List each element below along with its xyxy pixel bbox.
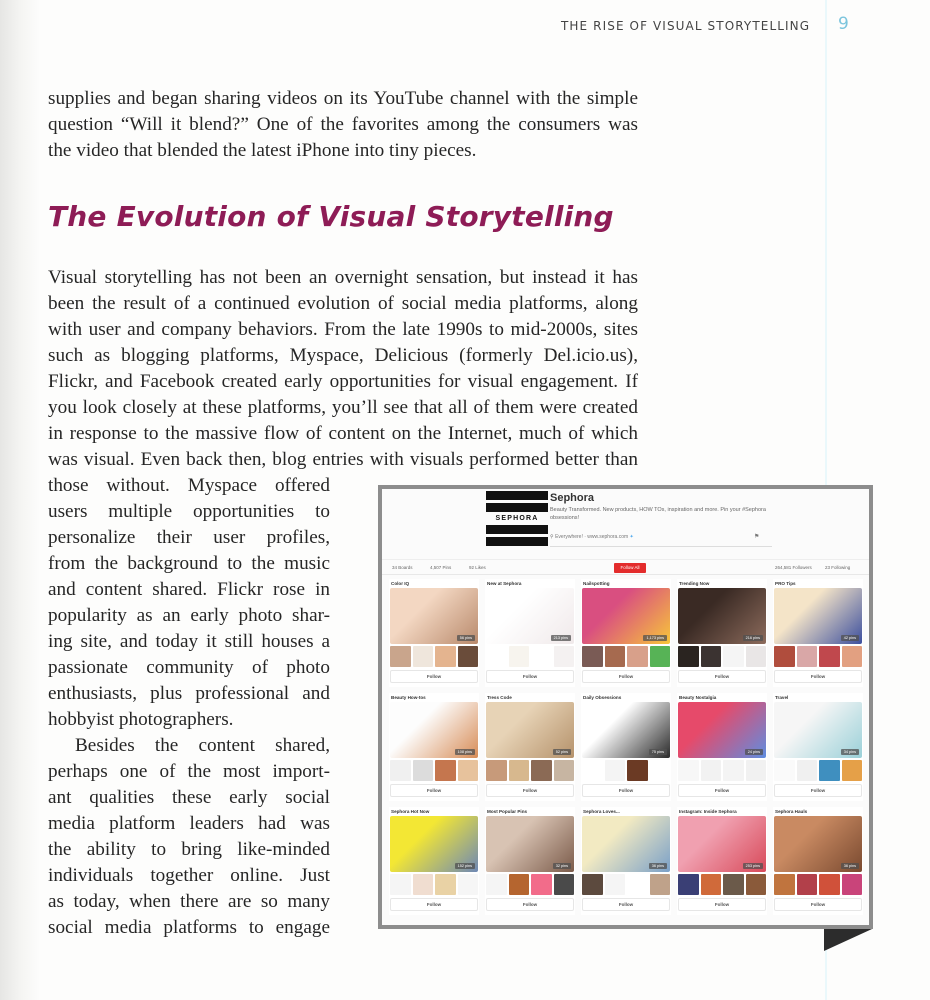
board-cover-image[interactable] xyxy=(774,816,862,872)
figure-corner-decoration xyxy=(824,929,872,951)
board-thumbnail[interactable] xyxy=(650,760,671,781)
board-title[interactable]: Instagram: Inside Sephora xyxy=(679,809,737,814)
board-title[interactable]: Most Popular Pins xyxy=(487,809,528,814)
board-thumbnail[interactable] xyxy=(797,874,818,895)
board-follow-button[interactable]: Follow xyxy=(678,784,766,797)
board-thumbnail[interactable] xyxy=(390,874,411,895)
text-line: you look closely at these platforms, you’ll see that all of them were created xyxy=(48,397,638,418)
board-thumbnail[interactable] xyxy=(458,760,479,781)
board-thumbnail[interactable] xyxy=(554,646,575,667)
board-thumbnail[interactable] xyxy=(390,646,411,667)
board-thumbnail[interactable] xyxy=(723,646,744,667)
board-title[interactable]: Tress Code xyxy=(487,695,512,700)
profile-stats-bar xyxy=(382,559,869,575)
board-thumbnails xyxy=(390,874,478,895)
board-thumbnail[interactable] xyxy=(413,874,434,895)
pin-count-badge: 32 pins xyxy=(553,863,571,869)
likes-count[interactable]: 92 Likes xyxy=(469,565,486,570)
board-thumbnail[interactable] xyxy=(678,874,699,895)
text-line: the video that blended the latest iPhone into tiny pieces. xyxy=(48,140,477,161)
board-cover-image[interactable] xyxy=(582,816,670,872)
board-thumbnail[interactable] xyxy=(413,760,434,781)
board-card[interactable] xyxy=(773,579,863,687)
text-line: question “Will it blend?” One of the favorites among the consumers was xyxy=(48,114,638,135)
paragraph-like-minded xyxy=(48,733,330,941)
board-thumbnail[interactable] xyxy=(582,646,603,667)
board-thumbnails xyxy=(678,874,766,895)
board-thumbnails xyxy=(774,874,862,895)
board-thumbnail[interactable] xyxy=(554,760,575,781)
board-follow-button[interactable]: Follow xyxy=(486,670,574,683)
pin-count-badge: 213 pins xyxy=(551,635,571,641)
board-cover-image[interactable] xyxy=(678,588,766,644)
board-title[interactable]: Sephora Hauls xyxy=(775,809,808,814)
board-follow-button[interactable]: Follow xyxy=(774,670,862,683)
board-thumbnail[interactable] xyxy=(582,874,603,895)
divider xyxy=(550,546,772,547)
pin-count-badge: 108 pins xyxy=(455,749,475,755)
text-line: passionate community of photo xyxy=(48,657,330,678)
board-title[interactable]: New at Sephora xyxy=(487,581,522,586)
text-line: ing site, and today it still houses a xyxy=(48,631,330,652)
board-thumbnail[interactable] xyxy=(605,874,626,895)
board-title[interactable]: Daily Obsessions xyxy=(583,695,622,700)
text-line: enthusiasts, plus professional and xyxy=(48,683,330,704)
pin-count-badge: 24 pins xyxy=(745,749,763,755)
board-follow-button[interactable]: Follow xyxy=(390,784,478,797)
board-thumbnail[interactable] xyxy=(650,646,671,667)
board-thumbnail[interactable] xyxy=(435,874,456,895)
board-thumbnail[interactable] xyxy=(774,874,795,895)
board-thumbnail[interactable] xyxy=(627,646,648,667)
board-thumbnails xyxy=(582,646,670,667)
pin-count-badge: 52 pins xyxy=(553,749,571,755)
text-line: such as blogging platforms, Myspace, Delicious (formerly Del.icio.us), xyxy=(48,345,638,366)
board-title[interactable]: Travel xyxy=(775,695,789,700)
board-thumbnail[interactable] xyxy=(554,874,575,895)
board-title[interactable]: Sephora Hot Now xyxy=(391,809,430,814)
running-head: THE RISE OF VISUAL STORYTELLING xyxy=(561,19,811,33)
board-follow-button[interactable]: Follow xyxy=(390,898,478,911)
text-line: with user and company behaviors. From the late 1990s to mid-2000s, sites xyxy=(48,319,638,340)
board-card[interactable] xyxy=(389,579,479,687)
board-card[interactable] xyxy=(773,693,863,801)
board-cover-image[interactable] xyxy=(774,588,862,644)
board-thumbnail[interactable] xyxy=(701,760,722,781)
board-thumbnail[interactable] xyxy=(650,874,671,895)
board-thumbnail[interactable] xyxy=(531,874,552,895)
board-title[interactable]: Color IQ xyxy=(391,581,410,586)
text-line: perhaps one of the most import- xyxy=(48,761,330,782)
text-line: been the result of a continued evolution of social media platforms, along xyxy=(48,293,638,314)
text-line: in response to the massive flow of content on the Internet, much of which xyxy=(48,423,638,444)
board-card[interactable] xyxy=(485,693,575,801)
board-thumbnail[interactable] xyxy=(774,760,795,781)
board-thumbnail[interactable] xyxy=(819,760,840,781)
board-title[interactable]: Beauty How-tos xyxy=(391,695,426,700)
board-thumbnail[interactable] xyxy=(746,760,767,781)
board-title[interactable]: Nailspotting xyxy=(583,581,610,586)
profile-header xyxy=(382,489,869,559)
board-follow-button[interactable]: Follow xyxy=(774,784,862,797)
pin-count-badge: 253 pins xyxy=(743,863,763,869)
board-thumbnail[interactable] xyxy=(582,760,603,781)
board-thumbnail[interactable] xyxy=(842,874,863,895)
board-follow-button[interactable]: Follow xyxy=(582,670,670,683)
pin-count-badge: 34 pins xyxy=(841,749,859,755)
board-thumbnails xyxy=(678,646,766,667)
text-line: media platform leaders had was xyxy=(48,813,330,834)
board-cover-image[interactable] xyxy=(678,702,766,758)
text-line: Besides the content shared, xyxy=(75,735,330,756)
board-thumbnail[interactable] xyxy=(842,760,863,781)
profile-location-link[interactable]: ⚲ Everywhere! · www.sephora.com ✦ xyxy=(550,534,634,540)
board-thumbnails xyxy=(390,646,478,667)
board-cover-image[interactable] xyxy=(486,588,574,644)
board-thumbnail[interactable] xyxy=(701,646,722,667)
board-thumbnails xyxy=(486,760,574,781)
board-card[interactable] xyxy=(389,693,479,801)
board-thumbnail[interactable] xyxy=(435,646,456,667)
text-line: hobbyist photographers. xyxy=(48,709,234,730)
page-gutter-shadow xyxy=(0,0,40,1000)
board-thumbnail[interactable] xyxy=(723,760,744,781)
board-cover-image[interactable] xyxy=(390,816,478,872)
text-line: Flickr, and Facebook created early opportunities for visual engagement. If xyxy=(48,371,638,392)
board-thumbnails xyxy=(774,760,862,781)
text-line: popularity as an early photo shar- xyxy=(48,605,330,626)
board-thumbnail[interactable] xyxy=(413,646,434,667)
text-line: as today, when there are so many xyxy=(48,891,330,912)
board-thumbnail[interactable] xyxy=(509,760,530,781)
board-cover-image[interactable] xyxy=(390,702,478,758)
text-line: those without. Myspace offered xyxy=(48,475,330,496)
text-line: Visual storytelling has not been an overnight sensation, but instead it has xyxy=(48,267,638,288)
board-thumbnail[interactable] xyxy=(627,874,648,895)
board-thumbnails xyxy=(582,760,670,781)
profile-name[interactable]: Sephora xyxy=(550,492,595,504)
text-line: individuals together online. Just xyxy=(48,865,330,886)
board-follow-button[interactable]: Follow xyxy=(678,670,766,683)
board-thumbnail[interactable] xyxy=(390,760,411,781)
board-follow-button[interactable]: Follow xyxy=(678,898,766,911)
profile-description: Beauty Transformed. New products, HOW TOs, inspiration and more. Pin your #Sephora obsessions! xyxy=(550,507,766,521)
board-thumbnail[interactable] xyxy=(797,760,818,781)
paragraph-intro xyxy=(48,86,638,164)
boards-count[interactable]: 34 Boards xyxy=(392,565,413,570)
board-thumbnail[interactable] xyxy=(797,646,818,667)
board-thumbnails xyxy=(486,646,574,667)
board-title[interactable]: Sephora Loves... xyxy=(583,809,620,814)
board-follow-button[interactable]: Follow xyxy=(582,898,670,911)
board-cover-image[interactable] xyxy=(486,816,574,872)
board-follow-button[interactable]: Follow xyxy=(486,898,574,911)
text-line: was visual. Even back then, blog entries with visuals performed better than xyxy=(48,449,638,470)
board-card[interactable] xyxy=(677,807,767,915)
paragraph-myspace-flickr xyxy=(48,473,330,733)
board-cover-image[interactable] xyxy=(582,702,670,758)
board-title[interactable]: Beauty Nostalgia xyxy=(679,695,717,700)
board-cover-image[interactable] xyxy=(390,588,478,644)
board-thumbnail[interactable] xyxy=(605,646,626,667)
board-card[interactable] xyxy=(677,579,767,687)
board-thumbnail[interactable] xyxy=(486,760,507,781)
pin-count-badge: 152 pins xyxy=(455,863,475,869)
text-line: social media platforms to engage xyxy=(48,917,330,938)
board-thumbnail[interactable] xyxy=(627,760,648,781)
board-thumbnail[interactable] xyxy=(746,646,767,667)
paragraph-evolution xyxy=(48,265,638,473)
text-line: from the background to the music xyxy=(48,553,330,574)
page-number: 9 xyxy=(838,14,849,34)
board-card[interactable] xyxy=(581,807,671,915)
board-thumbnail[interactable] xyxy=(486,646,507,667)
board-thumbnails xyxy=(486,874,574,895)
boards-grid xyxy=(382,575,869,915)
board-thumbnails xyxy=(678,760,766,781)
report-flag-icon[interactable]: ⚑ xyxy=(754,534,760,540)
logo-text: SEPHORA xyxy=(495,515,539,522)
board-card[interactable] xyxy=(773,807,863,915)
text-line: and content shared. Flickr rose in xyxy=(48,579,330,600)
text-line: the ability to bring like-minded xyxy=(48,839,330,860)
board-thumbnail[interactable] xyxy=(819,874,840,895)
pin-count-badge: 36 pins xyxy=(649,863,667,869)
board-cover-image[interactable] xyxy=(582,588,670,644)
board-thumbnail[interactable] xyxy=(774,646,795,667)
board-thumbnails xyxy=(582,874,670,895)
twitter-icon[interactable]: ✦ xyxy=(629,534,634,540)
board-cover-image[interactable] xyxy=(486,702,574,758)
board-thumbnail[interactable] xyxy=(458,646,479,667)
board-thumbnail[interactable] xyxy=(701,874,722,895)
following-count[interactable]: 23 Following xyxy=(825,565,851,570)
board-follow-button[interactable]: Follow xyxy=(390,670,478,683)
board-thumbnail[interactable] xyxy=(723,874,744,895)
pin-count-badge: 75 pins xyxy=(649,749,667,755)
pins-count[interactable]: 4,507 Pins xyxy=(430,565,452,570)
pin-count-badge: 1,173 pins xyxy=(643,635,667,641)
sephora-pinterest-figure xyxy=(378,485,873,929)
board-thumbnail[interactable] xyxy=(678,760,699,781)
board-thumbnail[interactable] xyxy=(435,760,456,781)
board-thumbnail[interactable] xyxy=(678,646,699,667)
board-thumbnail[interactable] xyxy=(605,760,626,781)
board-thumbnails xyxy=(774,646,862,667)
follow-all-button[interactable]: Follow All xyxy=(614,563,646,573)
text-line: users multiple opportunities to xyxy=(48,501,330,522)
pin-count-badge: 36 pins xyxy=(841,863,859,869)
board-cover-image[interactable] xyxy=(678,816,766,872)
followers-count[interactable]: 264,581 Followers xyxy=(775,565,812,570)
board-thumbnails xyxy=(390,760,478,781)
board-card[interactable] xyxy=(581,693,671,801)
pin-count-badge: 56 pins xyxy=(457,635,475,641)
pin-count-badge: 216 pins xyxy=(743,635,763,641)
board-card[interactable] xyxy=(677,693,767,801)
sephora-logo xyxy=(486,491,548,551)
board-card[interactable] xyxy=(389,807,479,915)
board-card[interactable] xyxy=(485,807,575,915)
board-thumbnail[interactable] xyxy=(509,874,530,895)
section-heading: The Evolution of Visual Storytelling xyxy=(48,200,614,233)
board-card[interactable] xyxy=(581,579,671,687)
board-thumbnail[interactable] xyxy=(509,646,530,667)
board-thumbnail[interactable] xyxy=(458,874,479,895)
board-thumbnail[interactable] xyxy=(842,646,863,667)
text-line: supplies and began sharing videos on its YouTube channel with the simple xyxy=(48,88,638,109)
board-thumbnail[interactable] xyxy=(486,874,507,895)
board-thumbnail[interactable] xyxy=(746,874,767,895)
board-cover-image[interactable] xyxy=(774,702,862,758)
board-follow-button[interactable]: Follow xyxy=(486,784,574,797)
location-pin-icon: ⚲ xyxy=(550,534,556,540)
board-title[interactable]: PRO Tips xyxy=(775,581,796,586)
board-card[interactable] xyxy=(485,579,575,687)
text-line: personalize their user profiles, xyxy=(48,527,330,548)
board-thumbnail[interactable] xyxy=(531,646,552,667)
board-follow-button[interactable]: Follow xyxy=(774,898,862,911)
board-title[interactable]: Trending Now xyxy=(679,581,710,586)
board-thumbnail[interactable] xyxy=(531,760,552,781)
pin-count-badge: 42 pins xyxy=(841,635,859,641)
text-line: ant qualities these early social xyxy=(48,787,330,808)
board-follow-button[interactable]: Follow xyxy=(582,784,670,797)
board-thumbnail[interactable] xyxy=(819,646,840,667)
